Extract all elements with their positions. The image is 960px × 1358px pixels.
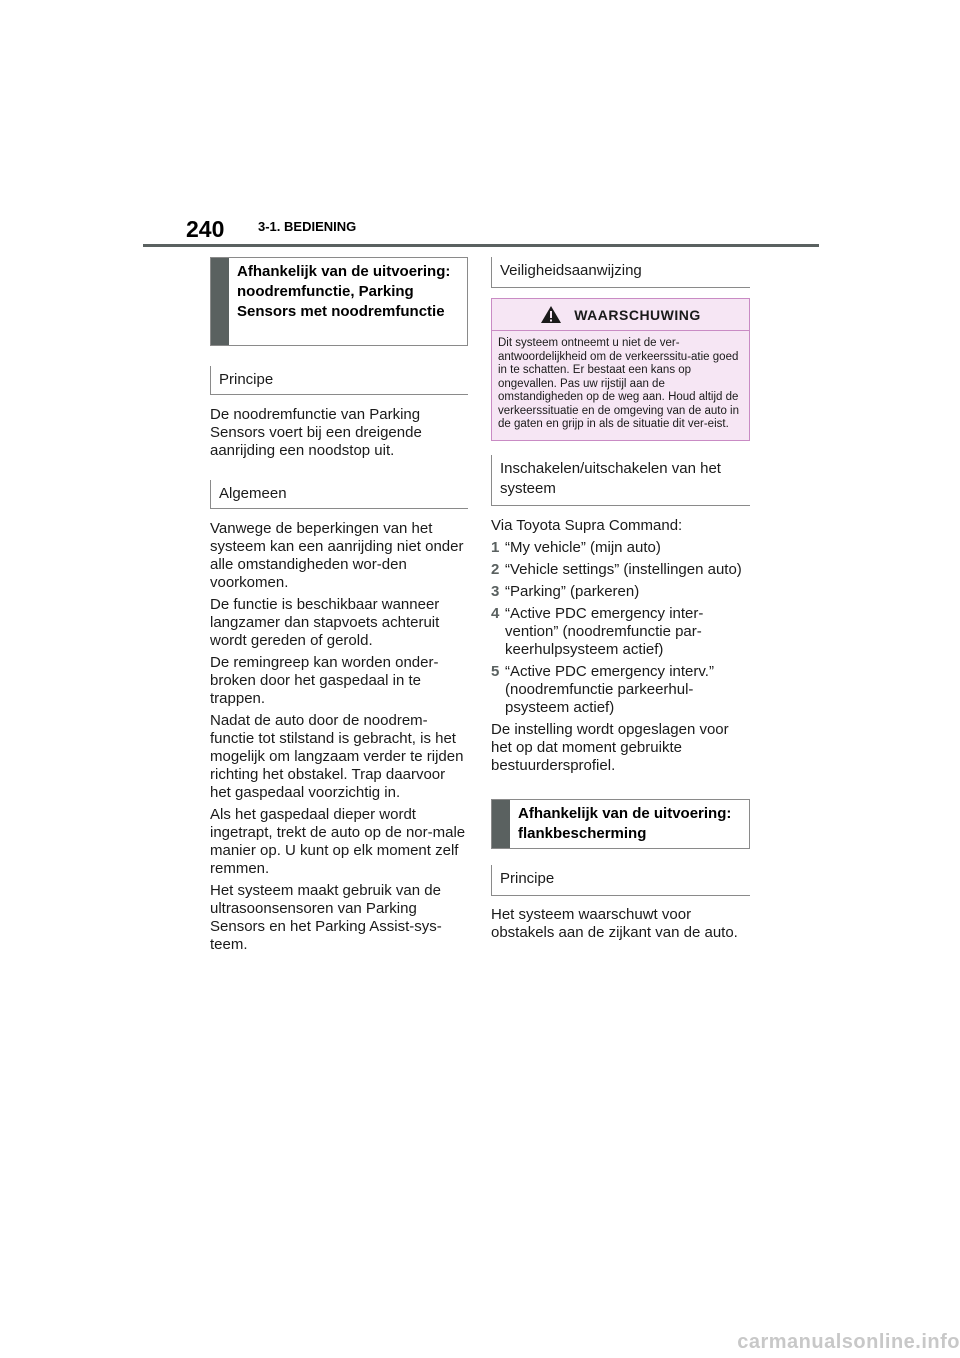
left-column [210,257,468,958]
list-item [491,605,750,659]
steps-list [491,539,750,717]
step-number: 1 [491,538,500,556]
safety-heading: Veiligheidsaanwijzing [491,257,750,288]
feature-box-bar [211,258,229,345]
paragraph: Als het gaspedaal dieper wordt ingetrapt, trekt de auto op de nor-male manier op. U kunt op elk moment zelf remmen. [210,806,466,877]
after-steps-text: De instelling wordt opgeslagen voor het op dat moment gebruikte bestuurdersprofiel. [491,720,729,774]
feature-box-text: Afhankelijk van de uitvoering: noodremfunctie, Parking Sensors met noodremfunctie [237,263,451,320]
switch-heading: Inschakelen/uitschakelen van het systeem [491,455,750,506]
section-title: 3-1. BEDIENING [258,219,357,234]
feature-box-text: Afhankelijk van de uitvoering: flankbescherming [518,804,732,842]
principle-heading-2: Principe [491,865,750,896]
principle-text: De noodremfunctie van Parking Sensors voert bij een dreigende aanrijding een noodstop uit. [210,406,422,459]
paragraph: Nadat de auto door de noodrem-functie tot stilstand is gebracht, is het mogelijk om langzaam verder te rijden richting het obstakel. Trap daarvoor het gaspedaal voorzichtig in. [210,712,464,801]
page-number: 240 [186,216,225,242]
list-item [491,583,750,601]
via-text: Via Toyota Supra Command: [491,516,683,534]
watermark: carmanualsonline.info [737,1331,960,1353]
step-number: 5 [491,662,500,680]
step-text: “My vehicle” (mijn auto) [505,538,661,556]
warning-box [491,298,750,441]
feature-box-flank-protection [491,799,750,849]
paragraph: Het systeem maakt gebruik van de ultrasoonsensoren van Parking Sensors en het Parking Assist-sys-teem. [210,882,442,953]
paragraph: Vanwege de beperkingen van het systeem kan een aanrijding niet onder alle omstandigheden wor-den voorkomen. [210,520,464,591]
step-number: 2 [491,560,500,578]
warning-text: Dit systeem ontneemt u niet de ver-antwoordelijkheid om de verkeerssitu-atie goed in te schatten. Er bestaat een kans op ongevallen. Pas uw rijstijl aan de omstandigheden op de weg aan. Houd altijd de verkeerssituatie en de omgeving van de auto in de gaten en grijp in als de situatie dit ver-eist. [498,337,740,430]
list-item [491,663,750,717]
feature-box-emergency-brake [210,257,468,346]
warning-title: WAARSCHUWING [574,306,701,323]
step-number: 3 [491,582,500,600]
step-text: “Parking” (parkeren) [505,582,640,600]
feature-box-bar [492,800,510,848]
general-heading: Algemeen [210,480,468,509]
paragraph: De functie is beschikbaar wanneer langzamer dan stapvoets achteruit wordt gereden of gerold. [210,596,440,649]
step-text: “Active PDC emergency interv.” (noodremfunctie parkeerhul-psysteem actief) [505,662,714,716]
header-divider [143,244,819,247]
list-item [491,561,750,579]
warning-triangle-icon [540,305,562,324]
step-text: “Vehicle settings” (instellingen auto) [505,560,742,578]
paragraph: De remingreep kan worden onder-broken door het gaspedaal in te trappen. [210,654,439,707]
principle-heading: Principe [210,366,468,395]
step-number: 4 [491,604,500,622]
warning-header [492,299,749,328]
step-text: “Active PDC emergency inter-vention” (noodremfunctie par-keerhulpsysteem actief) [505,604,704,658]
right-column [491,257,750,946]
principle-text-2: Het systeem waarschuwt voor obstakels aan de zijkant van de auto. [491,905,738,941]
list-item [491,539,750,557]
